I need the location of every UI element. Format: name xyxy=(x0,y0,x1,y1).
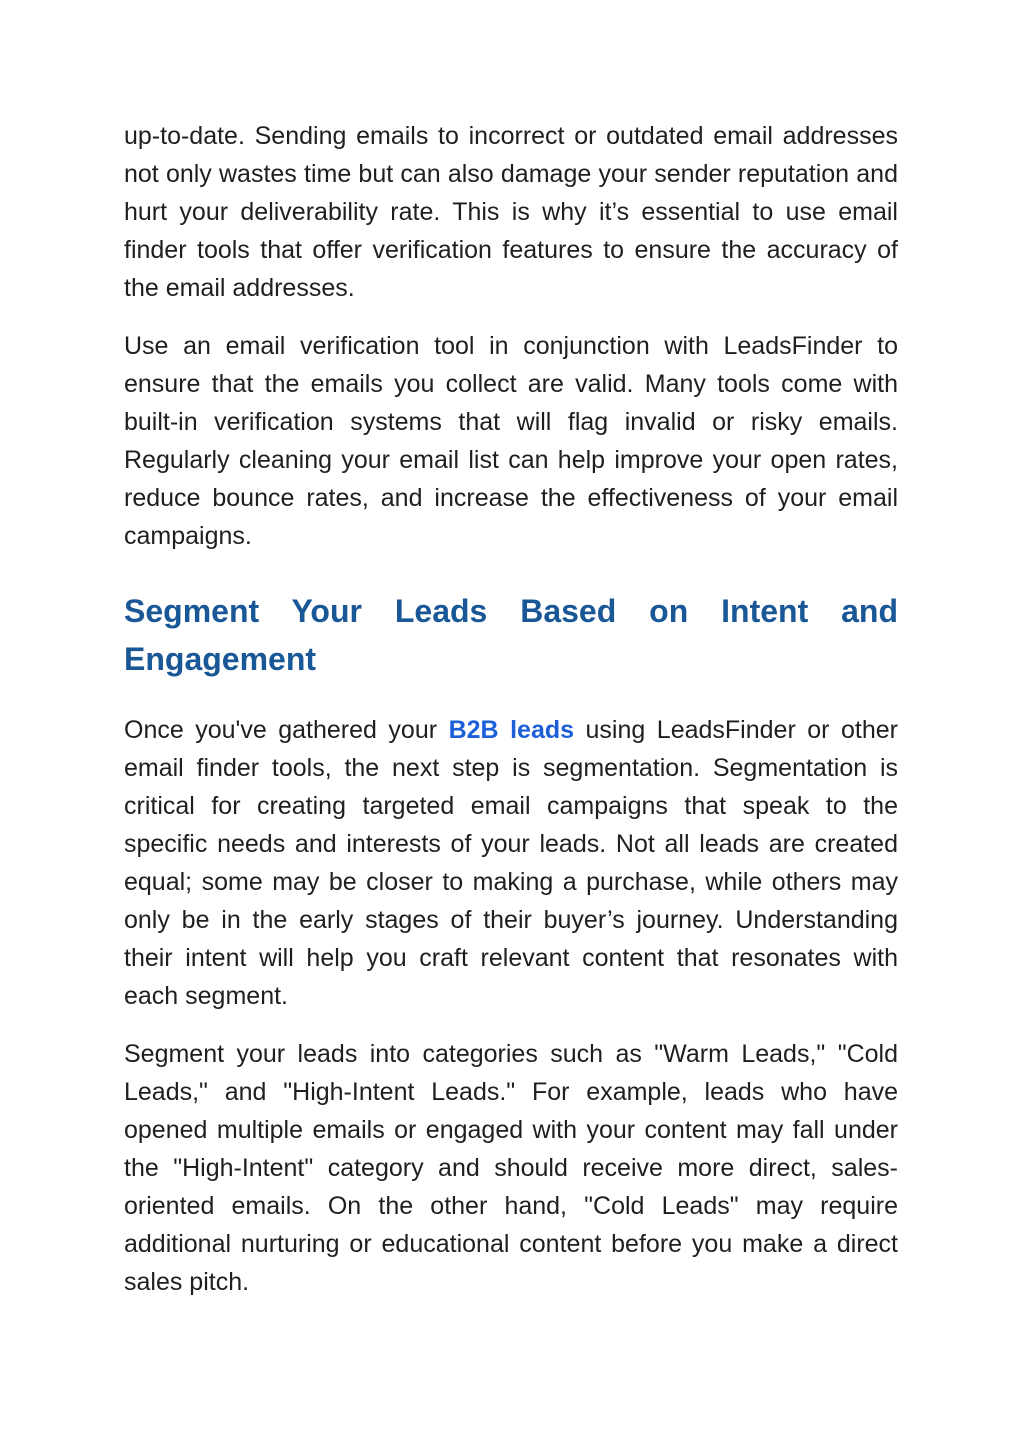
paragraph-segmentation-rest: using LeadsFinder or other email finder tools, the next step is segmentation. Segmentation is critical for creating targeted email campaigns that speak to the specific needs and interests of your leads. Not all leads are created equal; some may be closer to making a purchase, while others may only be in the early stages of their buyer’s journey. Understanding their intent will help you craft relevant content that resonates with each segment. xyxy=(124,716,898,1010)
section-heading: Segment Your Leads Based on Intent and Engagement xyxy=(124,593,898,677)
paragraph-segmentation-lead: Once you've gathered your xyxy=(124,716,449,744)
document-page xyxy=(124,117,898,1301)
paragraph-email-verification: Use an email verification tool in conjunction with LeadsFinder to ensure that the emails you collect are valid. Many tools come with built-in verification systems that will flag invalid or risky emails. Regularly cleaning your email list can help improve your open rates, reduce bounce rates, and increase the effectiveness of your email campaigns. xyxy=(124,332,898,550)
paragraph-segment-categories: Segment your leads into categories such as "Warm Leads," "Cold Leads," and "High-Intent Leads." For example, leads who have opened multiple emails or engaged with your content may fall under the "High-Intent" category and should receive more direct, sales-oriented emails. On the other hand, "Cold Leads" may require additional nurturing or educational content before you make a direct sales pitch. xyxy=(124,1040,898,1296)
paragraph-segmentation xyxy=(124,711,898,1015)
paragraph-email-accuracy: up-to-date. Sending emails to incorrect or outdated email addresses not only wastes time but can also damage your sender reputation and hurt your deliverability rate. This is why it’s essential to use email finder tools that offer verification features to ensure the accuracy of the email addresses. xyxy=(124,122,898,302)
b2b-leads-link[interactable]: B2B leads xyxy=(448,716,575,744)
